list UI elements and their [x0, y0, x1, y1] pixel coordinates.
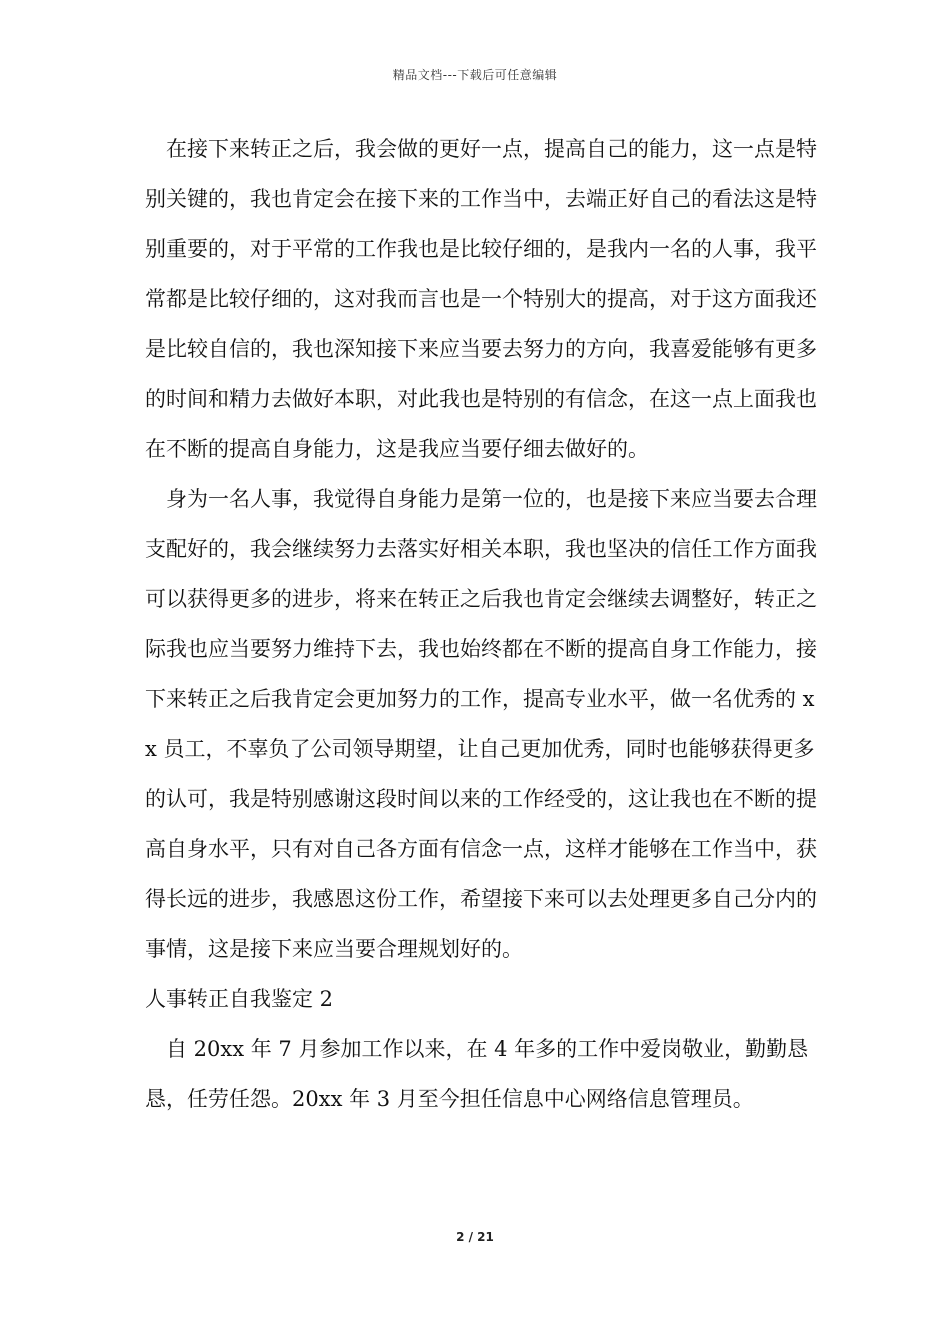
page-number: 2 / 21	[456, 1230, 494, 1244]
paragraph-1: 在接下来转正之后，我会做的更好一点，提高自己的能力，这一点是特别关键的，我也肯定会在接下来的工作当中，去端正好自己的看法这是特别重要的，对于平常的工作我也是比较仔细的，是我内一名的人事，我平常都是比较仔细的，这对我而言也是一个特别大的提高，对于这方面我还是比较自信的，我也深知接下来应当要去努力的方向，我喜爱能够有更多的时间和精力去做好本职，对此我也是特别的有信念，在这一点上面我也在不断的提高自身能力，这是我应当要仔细去做好的。	[145, 137, 817, 461]
page-header: 精品文档---下载后可任意编辑	[392, 68, 558, 82]
document-body	[145, 124, 825, 1124]
paragraph-2: 身为一名人事，我觉得自身能力是第一位的，也是接下来应当要去合理支配好的，我会继续努力去落实好相关本职，我也坚决的信任工作方面我可以获得更多的进步，将来在转正之后我也肯定会继续去调整好，转正之际我也应当要努力维持下去，我也始终都在不断的提高自身工作能力，接下来转正之后我肯定会更加努力的工作，提高专业水平，做一名优秀的 xx 员工，不辜负了公司领导期望，让自己更加优秀，同时也能够获得更多的认可，我是特别感谢这段时间以来的工作经受的，这让我也在不断的提高自身水平，只有对自己各方面有信念一点，这样才能够在工作当中，获得长远的进步，我感恩这份工作，希望接下来可以去处理更多自己分内的事情，这是接下来应当要合理规划好的。	[145, 487, 817, 961]
section-title: 人事转正自我鉴定 2	[145, 987, 334, 1011]
paragraph-3: 自 20xx 年 7 月参加工作以来，在 4 年多的工作中爱岗敬业，勤勤恳恳，任劳任怨。20xx 年 3 月至今担任信息中心网络信息管理员。	[145, 1037, 809, 1111]
